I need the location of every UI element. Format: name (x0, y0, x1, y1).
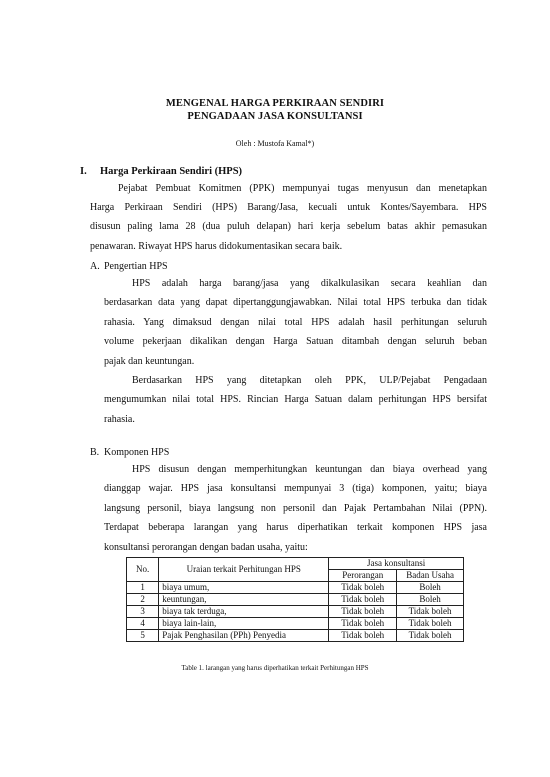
paragraph-line: konsultansi perorangan dengan badan usaha, yaitu: (104, 541, 308, 553)
header-no: No. (127, 558, 159, 582)
cell-badan: Boleh (397, 582, 464, 594)
cell-perorangan: Tidak boleh (329, 630, 397, 642)
intro-paragraph-cont (90, 198, 487, 256)
cell-no: 4 (127, 618, 159, 630)
paragraph-line: mengumumkan nilai total HPS. Rincian Harga Satuan dalam perhitungan HPS bersifat (104, 394, 487, 406)
paragraph-line: Berdasarkan HPS yang ditetapkan oleh PPK, ULP/Pejabat Pengadaan (132, 375, 487, 386)
document-title-line2: PENGADAAN JASA KONSULTANSI (187, 111, 363, 122)
subsection-a-paragraph2 (104, 371, 487, 429)
subsection-a-title: Pengertian HPS (104, 261, 168, 272)
author-line: Oleh : Mustofa Kamal*) (235, 139, 315, 148)
paragraph-line: rahasia. (104, 413, 135, 425)
paragraph-line: Harga Perkiraan Sendiri (HPS) Barang/Jasa, kecuali untuk Kontes/Sayembara. HPS (90, 202, 487, 213)
header-jasa-konsultansi: Jasa konsultansi (329, 558, 464, 570)
intro-paragraph (90, 179, 487, 198)
paragraph-line: dianggap wajar. HPS jasa konsultansi mempunyai 3 (tiga) komponen, yaitu; biaya (104, 483, 487, 495)
subsection-b-label: B. (90, 447, 100, 458)
cell-badan: Tidak boleh (397, 630, 464, 642)
paragraph-line: berdasarkan data yang dapat dipertanggungjawabkan. Nilai total HPS terbuka dan tidak (104, 297, 487, 309)
header-perorangan: Perorangan (329, 570, 397, 582)
paragraph-line: penawaran. Riwayat HPS harus didokumentasikan secara baik. (90, 240, 343, 252)
subsection-b-heading (90, 447, 169, 458)
paragraph-line: disusun paling lama 28 (dua puluh delapan) hari kerja sebelum batas akhir pemasukan (90, 221, 487, 233)
hps-table (126, 557, 464, 642)
cell-badan: Tidak boleh (397, 606, 464, 618)
paragraph-line: HPS adalah harga barang/jasa yang dikalkulasikan secara keahlian dan (132, 278, 487, 289)
paragraph-line: pajak dan keuntungan. (104, 355, 195, 367)
paragraph-line: Pejabat Pembuat Komitmen (PPK) mempunyai tugas menyusun dan menetapkan (118, 183, 487, 194)
cell-perorangan: Tidak boleh (329, 594, 397, 606)
cell-uraian: biaya umum, (159, 582, 329, 594)
paragraph-line: rahasia. Yang dimaksud dengan nilai total HPS adalah hasil perhitungan seluruh (104, 316, 487, 328)
subsection-a-label: A. (90, 261, 100, 272)
cell-uraian: Pajak Penghasilan (PPh) Penyedia (159, 630, 329, 642)
cell-perorangan: Tidak boleh (329, 582, 397, 594)
cell-badan: Boleh (397, 594, 464, 606)
subsection-a-paragraph1 (104, 274, 487, 371)
section-title: Harga Perkiraan Sendiri (HPS) (100, 166, 243, 177)
table-row (127, 630, 464, 642)
cell-badan: Tidak boleh (397, 618, 464, 630)
cell-perorangan: Tidak boleh (329, 606, 397, 618)
cell-no: 2 (127, 594, 159, 606)
table-caption: Table 1. larangan yang harus diperhatikan terkait Perhitungan HPS (181, 664, 369, 672)
subsection-b-paragraph (104, 460, 487, 557)
cell-uraian: biaya tak terduga, (159, 606, 329, 618)
table-row (127, 618, 464, 630)
cell-no: 1 (127, 582, 159, 594)
cell-uraian: biaya lain-lain, (159, 618, 329, 630)
section-heading (80, 166, 242, 177)
cell-no: 3 (127, 606, 159, 618)
section-number: I. (80, 166, 87, 177)
table-row (127, 594, 464, 606)
table-row (127, 606, 464, 618)
cell-uraian: keuntungan, (159, 594, 329, 606)
header-uraian: Uraian terkait Perhitungan HPS (159, 558, 329, 582)
subsection-a-heading (90, 261, 168, 272)
document-title-line1: MENGENAL HARGA PERKIRAAN SENDIRI (165, 98, 385, 109)
paragraph-line: Terdapat beberapa larangan yang harus diperhatikan terkait komponen HPS jasa (104, 522, 487, 534)
header-badan-usaha: Badan Usaha (397, 570, 464, 582)
cell-no: 5 (127, 630, 159, 642)
table-row (127, 582, 464, 594)
paragraph-line: HPS disusun dengan memperhitungkan keuntungan dan biaya overhead yang (132, 464, 487, 475)
paragraph-line: langsung personil, biaya langsung non personil dan Pajak Pertambahan Nilai (PPN). (104, 502, 487, 514)
cell-perorangan: Tidak boleh (329, 618, 397, 630)
subsection-b-title: Komponen HPS (104, 447, 170, 458)
paragraph-line: volume pekerjaan dikalikan dengan Harga Satuan ditambah dengan seluruh beban (104, 336, 487, 348)
